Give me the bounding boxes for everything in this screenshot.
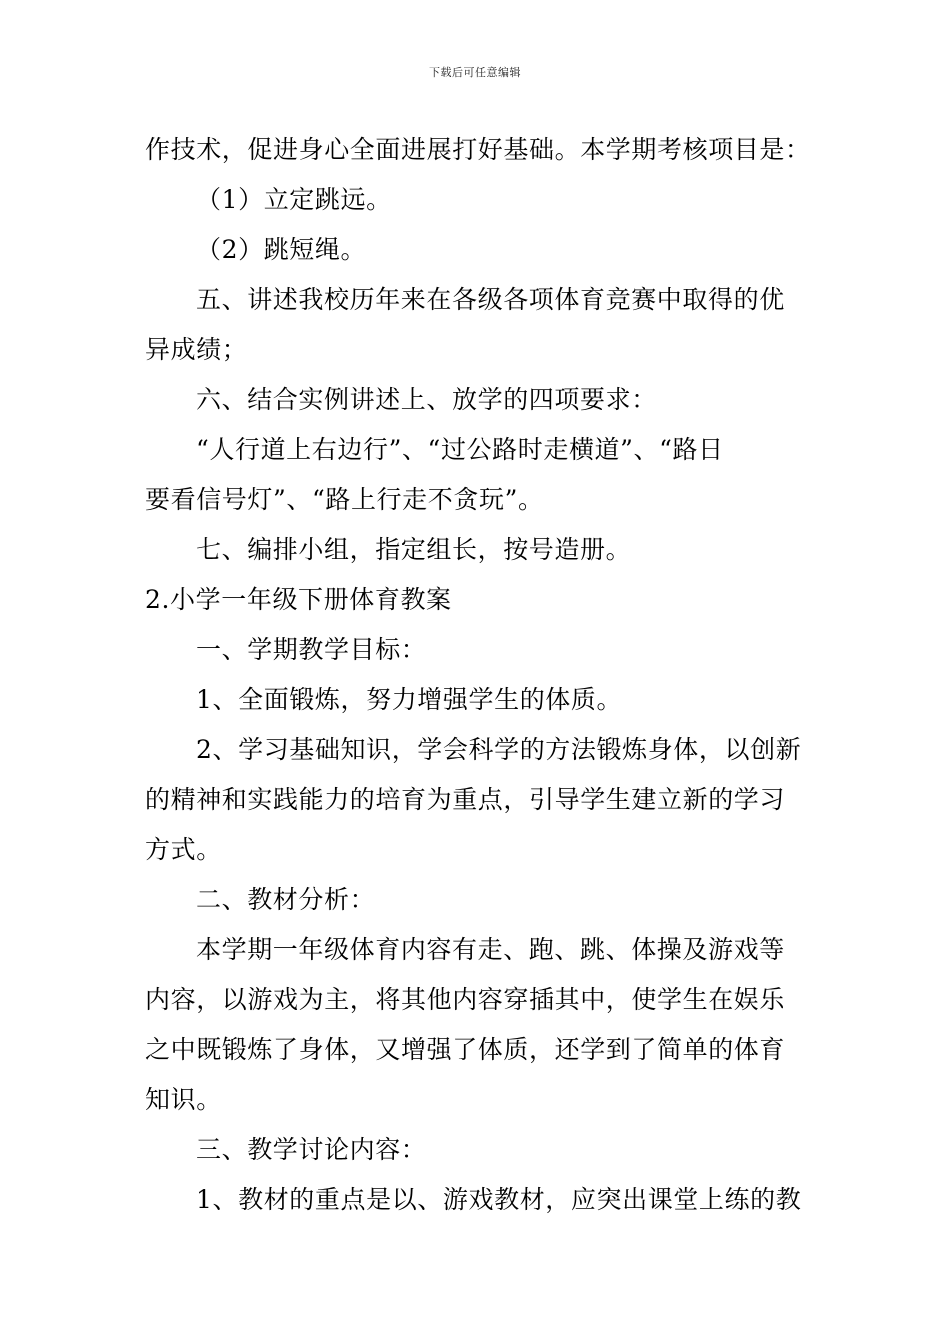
paragraph-line: 要看信号灯”、“路上行走不贪玩”。 xyxy=(145,485,544,514)
paragraph-line: 五、讲述我校历年来在各级各项体育竞赛中取得的优 xyxy=(196,285,785,314)
paragraph-line: 1、教材的重点是以、游戏教材，应突出课堂上练的教 xyxy=(196,1185,802,1214)
paragraph-line: 1、全面锻炼，努力增强学生的体质。 xyxy=(196,685,623,714)
paragraph-line: 七、编排小组，指定组长，按号造册。 xyxy=(196,535,632,564)
paragraph-line: 一、学期教学目标： xyxy=(196,635,427,664)
paragraph-line: 之中既锻炼了身体，又增强了体质，还学到了简单的体育 xyxy=(145,1035,786,1064)
paragraph-line: （2）跳短绳。 xyxy=(196,235,367,264)
paragraph-line: 异成绩； xyxy=(145,335,248,364)
paragraph-line: 知识。 xyxy=(145,1085,222,1114)
paragraph-line: 2、学习基础知识，学会科学的方法锻炼身体，以创新 xyxy=(196,735,802,764)
paragraph-line: 方式。 xyxy=(145,835,222,864)
paragraph-line: 六、结合实例讲述上、放学的四项要求： xyxy=(196,385,657,414)
paragraph-line: 二、教材分析： xyxy=(196,885,376,914)
page-header-watermark: 下载后可任意编辑 xyxy=(429,66,521,79)
paragraph-line: 本学期一年级体育内容有走、跑、跳、体操及游戏等 xyxy=(196,935,785,964)
paragraph-line: 三、教学讨论内容： xyxy=(196,1135,427,1164)
paragraph-line: 的精神和实践能力的培育为重点，引导学生建立新的学习 xyxy=(145,785,786,814)
paragraph-line: （1）立定跳远。 xyxy=(196,185,392,214)
paragraph-line: 作技术，促进身心全面进展打好基础。本学期考核项目是： xyxy=(145,135,811,164)
section-heading: 2.小学一年级下册体育教案 xyxy=(145,585,452,614)
paragraph-line: 内容，以游戏为主，将其他内容穿插其中，使学生在娱乐 xyxy=(145,985,786,1014)
paragraph-line: “人行道上右边行”、“过公路时走横道”、“路日 xyxy=(196,435,724,464)
